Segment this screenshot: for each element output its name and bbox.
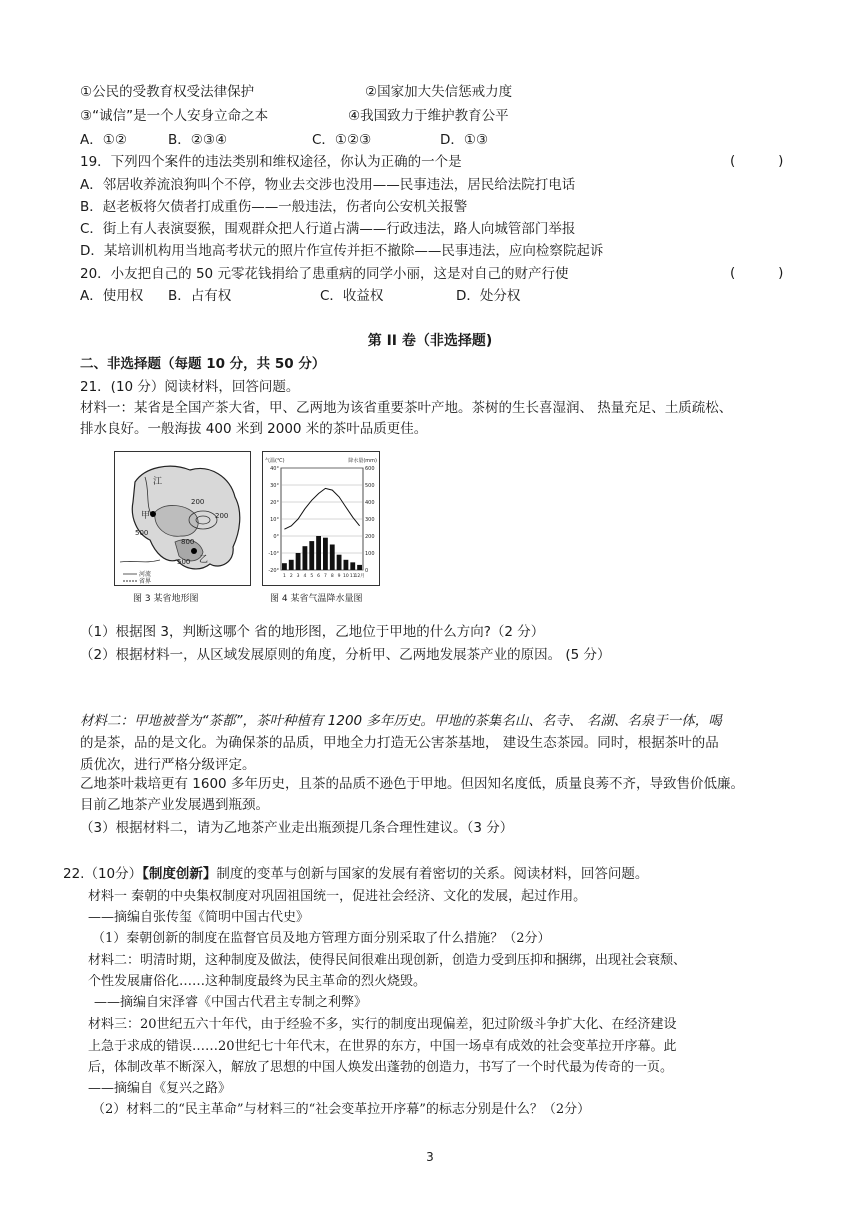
- q22-stem-bracket: 【制度创新】: [142, 866, 217, 882]
- q19-option-b: B．赵老板将欠债者打成重伤——一般违法，伤者向公安机关报警: [80, 199, 468, 215]
- temp-tick-label: 30°: [270, 483, 279, 489]
- q21-material2-line5: 目前乙地茶产业发展遇到瓶颈。: [80, 797, 269, 813]
- q22-material1: 材料一 秦朝的中央集权制度对巩固祖国统一，促进社会经济、文化的发展，起过作用。: [88, 889, 587, 904]
- figure-3-map: [114, 451, 251, 586]
- q22-stem: [63, 865, 648, 883]
- temp-tick-label: 20°: [270, 500, 279, 506]
- q20-choice-b: B．占有权: [168, 288, 232, 304]
- climate-chart-svg: [263, 452, 379, 585]
- precip-bar: [289, 560, 294, 570]
- q21-material2-line2: 的是茶，品的是文化。为确保茶的品质，甲地全力打造无公害茶基地， 建设生态茶园。同时，根据茶叶的品: [80, 735, 719, 751]
- precip-bar: [337, 555, 342, 570]
- q20-choice-d: D．处分权: [456, 288, 521, 304]
- section-title: 第 II 卷（非选择题): [367, 333, 493, 349]
- temp-tick-label: 40°: [270, 466, 279, 472]
- month-label: 8: [330, 574, 334, 579]
- map-contour-500-a: 500: [135, 529, 149, 537]
- month-label: 1: [282, 574, 286, 579]
- precip-bar: [303, 546, 308, 570]
- q22-material2-line1: 材料二：明清时期，这种制度及做法，使得民间很难出现创新，创造力受到压抑和捆绑，出现社会衰颓、: [88, 953, 687, 968]
- month-label: 3: [296, 574, 300, 579]
- q18-choice-b: B．②③④: [168, 132, 228, 148]
- precip-bar: [296, 553, 301, 570]
- precip-tick-label: 100: [365, 551, 375, 557]
- month-label: 7: [323, 574, 327, 579]
- precip-bar: [344, 560, 349, 570]
- q21-stem: 21．(10 分）阅读材料，回答问题。: [80, 379, 300, 395]
- q21-material2-line4: 乙地茶叶栽培更有 1600 多年历史，且茶的品质不逊色于甲地。但因知名度低，质量良莠不齐，导致售价低廉。: [80, 776, 744, 792]
- q18-option-2: ②国家加大失信惩戒力度: [365, 84, 513, 100]
- q18-option-4: ④我国致力于维护教育公平: [348, 108, 509, 124]
- precip-tick-label: 200: [365, 534, 375, 540]
- precip-bar: [282, 563, 287, 570]
- month-label: 2: [289, 574, 293, 579]
- precip-tick-label: 500: [365, 483, 375, 489]
- month-label: 4: [303, 574, 307, 579]
- q21-sub3: （3）根据材料二，请为乙地茶产业走出瓶颈提几条合理性建议。（3 分）: [80, 820, 514, 836]
- q22-material3-source: ——摘编自《复兴之路》: [88, 1081, 232, 1096]
- q22-material3-line3: 后，体制改革不断深入，解放了思想的中国人焕发出蓬勃的创造力，书写了一个时代最为传奇的一页。: [88, 1060, 674, 1075]
- q21-sub1: （1）根据图 3，判断这哪个 省的地形图，乙地位于甲地的什么方向?（2 分）: [80, 624, 545, 640]
- q21-material1-line1: 材料一：某省是全国产茶大省，甲、乙两地为该省重要茶叶产地。茶树的生长喜湿润、 热量充足、土质疏松、: [80, 400, 733, 416]
- map-label-jia: 甲: [141, 511, 151, 521]
- temp-tick-label: 0°: [273, 534, 279, 540]
- yi-marker: [191, 548, 197, 554]
- precip-tick-label: 600: [365, 466, 375, 472]
- q19-option-d: D．某培训机构用当地高考状元的照片作宣传并拒不撤除——民事违法，应向检察院起诉: [80, 243, 604, 259]
- q20-answer-paren: ( ): [730, 265, 784, 281]
- month-label: 5: [310, 574, 314, 579]
- q20-choice-a: A．使用权: [80, 288, 144, 304]
- map-legend-border: 省界: [139, 578, 152, 585]
- precip-bar: [323, 538, 328, 570]
- q22-material2-line2: 个性发展庸俗化……这种制度最终为民主革命的烈火烧毁。: [88, 974, 427, 989]
- q21-material2-line3: 质优次，进行严格分级评定。: [80, 757, 256, 773]
- figure-4-climate-chart: [262, 451, 380, 586]
- q19-option-c: C．街上有人表演耍猴，围观群众把人行道占满——行政违法，路人向城管部门举报: [80, 221, 576, 237]
- temp-tick-label: -20°: [268, 568, 279, 574]
- q22-material1-source: ——摘编自张传玺《简明中国古代史》: [88, 910, 310, 925]
- month-label: 6: [317, 574, 321, 579]
- q18-option-3: ③“诚信”是一个人安身立命之本: [80, 108, 269, 124]
- page-number: 3: [426, 1150, 434, 1164]
- q20-stem: 20．小友把自己的 50 元零花钱捐给了患重病的同学小丽，这是对自己的财产行使: [80, 266, 569, 282]
- map-contour-800: 800: [181, 538, 195, 546]
- figure-3-caption: 图 3 某省地形图: [133, 594, 199, 604]
- precip-bar: [350, 562, 355, 570]
- month-label: 10: [343, 574, 349, 579]
- q21-material2-line1: 材料二：甲地被誉为“茶都”，茶叶种植有 1200 多年历史。甲地的茶集名山、名寺、 名湖、名泉于一体，喝: [80, 713, 722, 729]
- q22-material3-line2: 上急于求成的错误……20世纪七十年代末，在世界的东方，中国一场卓有成效的社会变革拉开序幕。此: [88, 1039, 677, 1054]
- q22-sub2: （2）材料二的“民主革命”与材料三的“社会变革拉开序幕”的标志分别是什么？（2分）: [92, 1102, 591, 1117]
- month-label: 11: [349, 574, 356, 579]
- temp-tick-label: 10°: [270, 517, 279, 523]
- month-label: 12月: [354, 574, 365, 579]
- q18-choice-c: C．①②③: [312, 132, 372, 148]
- q22-material2-source: ——摘编自宋泽睿《中国古代君主专制之利弊》: [94, 995, 368, 1010]
- precip-tick-label: 400: [365, 500, 375, 506]
- q18-choice-a: A．①②: [80, 132, 127, 148]
- section-heading: 二、非选择题（每题 10 分，共 50 分）: [80, 356, 326, 372]
- map-contour-200-b: 200: [215, 512, 229, 520]
- q22-sub1: （1）秦朝创新的制度在监督官员及地方管理方面分别采取了什么措施？（2分）: [92, 931, 551, 946]
- precip-axis-label: 降水量(mm): [348, 458, 377, 464]
- q18-option-1: ①公民的受教育权受法律保护: [80, 84, 255, 100]
- month-label: 9: [337, 574, 341, 579]
- precip-tick-label: 0: [365, 568, 369, 574]
- q19-stem: 19．下列四个案件的违法类别和维权途径，你认为正确的一个是: [80, 154, 462, 170]
- precip-tick-label: 300: [365, 517, 375, 523]
- map-legend-river: 河流: [139, 571, 152, 578]
- q22-stem-rest: 制度的变革与创新与国家的发展有着密切的关系。阅读材料，回答问题。: [216, 866, 649, 882]
- map-contour-500-b: 500: [177, 558, 191, 566]
- q22-material3-line1: 材料三：20世纪五六十年代，由于经验不多，实行的制度出现偏差，犯过阶级斗争扩大化、在经济建设: [88, 1017, 677, 1032]
- temp-tick-label: -10°: [268, 551, 279, 557]
- q19-option-a: A．邻居收养流浪狗叫个不停，物业去交涉也没用——民事违法，居民给法院打电话: [80, 177, 576, 193]
- precip-bar: [309, 541, 314, 570]
- map-contour-200-a: 200: [191, 498, 205, 506]
- figure-4-caption: 图 4 某省气温降水量图: [270, 594, 363, 604]
- temp-axis-label: 气温(℃): [265, 458, 285, 464]
- precip-bar: [357, 565, 362, 570]
- precip-bar: [330, 545, 335, 571]
- map-label-jiang: 江: [153, 477, 163, 487]
- q20-choice-c: C．收益权: [320, 288, 384, 304]
- precip-bar: [316, 536, 321, 570]
- q21-sub2: （2）根据材料一，从区域发展原则的角度，分析甲、乙两地发展茶产业的原因。 (5 分）: [80, 647, 611, 663]
- q19-answer-paren: ( ): [730, 153, 784, 169]
- jia-marker: [150, 511, 156, 517]
- q21-material1-line2: 排水良好。一般海拔 400 米到 2000 米的茶叶品质更佳。: [80, 421, 428, 437]
- q18-choice-d: D．①③: [440, 132, 489, 148]
- map-label-yi: 乙: [199, 555, 209, 565]
- temperature-line: [284, 488, 359, 529]
- q22-stem-prefix: 22.（10分）: [63, 866, 143, 882]
